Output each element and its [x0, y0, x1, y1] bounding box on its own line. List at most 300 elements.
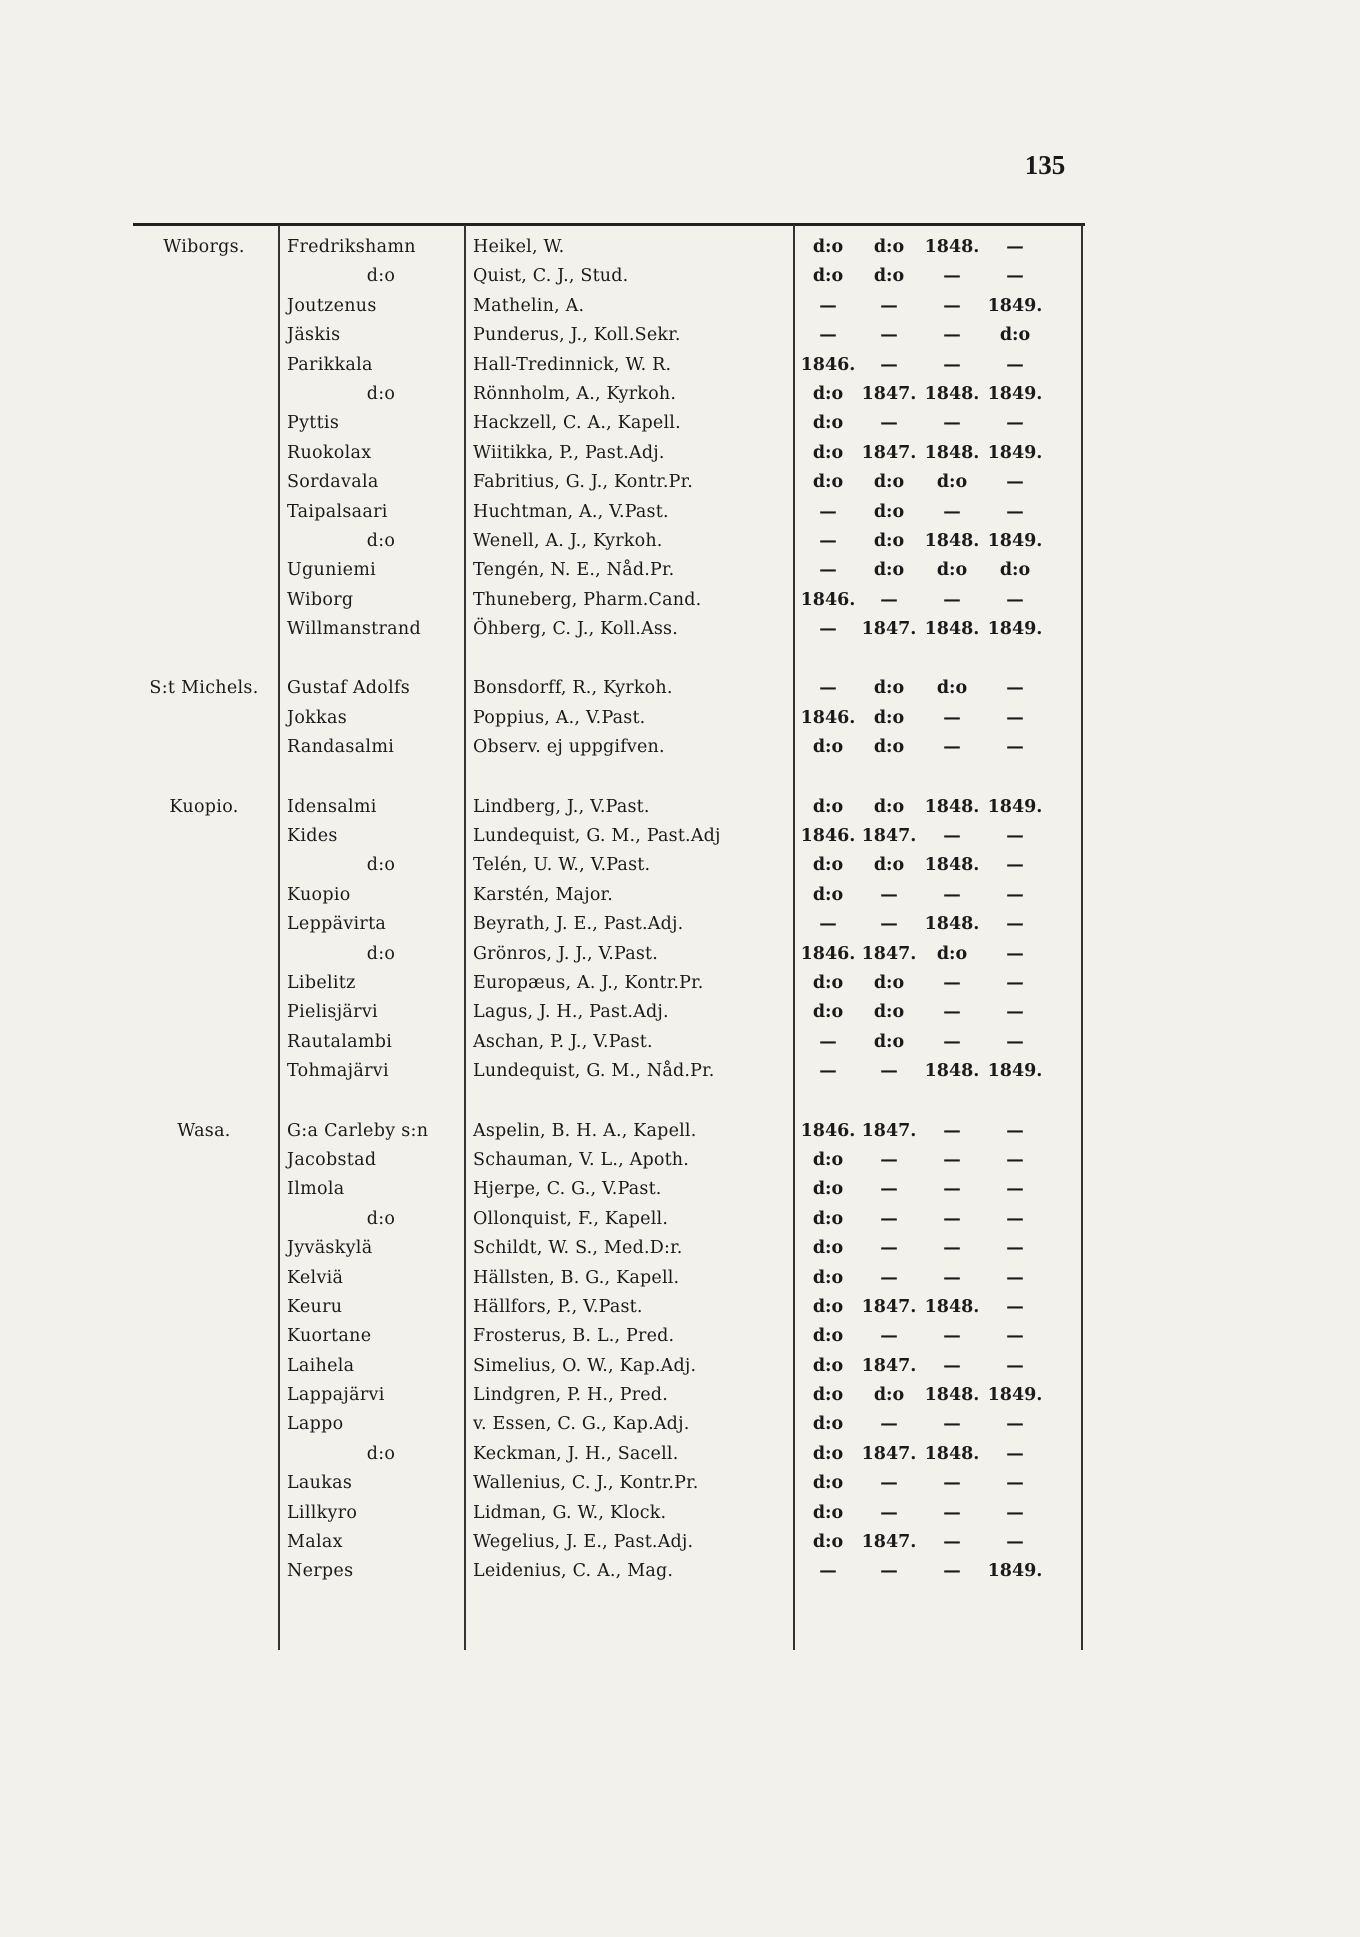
year-1847-cell: 1847. [861, 1532, 917, 1553]
year-1847-cell: d:o [873, 1031, 905, 1052]
region-group [133, 674, 1085, 762]
year-1849-cell: — [1006, 1031, 1024, 1052]
year-1849-cell: — [1006, 1296, 1024, 1317]
year-1849-cell: — [1006, 1355, 1024, 1376]
parish-cell: Keuru [287, 1296, 343, 1317]
parish-cell: Pyttis [287, 413, 340, 434]
observer-cell: Aspelin, B. H. A., Kapell. [473, 1120, 697, 1141]
year-1847-cell: d:o [873, 796, 905, 817]
year-1849-cell: 1849. [987, 1561, 1043, 1582]
year-1847-cell: — [880, 884, 898, 905]
year-1846-cell: d:o [812, 1355, 844, 1376]
year-1846-cell: — [819, 560, 837, 581]
year-1849-cell: — [1006, 1120, 1024, 1141]
table-row [133, 1499, 1085, 1528]
parish-cell: Kelviä [287, 1267, 344, 1288]
year-1846-cell: d:o [812, 413, 844, 434]
table-row [133, 910, 1085, 939]
parish-cell: d:o [366, 1208, 396, 1229]
year-1846-cell: d:o [812, 266, 844, 287]
year-1849-cell: — [1006, 237, 1024, 257]
table-row [133, 1528, 1085, 1557]
table-row [133, 1469, 1085, 1498]
year-1847-cell: d:o [873, 237, 905, 257]
table-row [133, 351, 1085, 380]
parish-cell: Ilmola [287, 1179, 345, 1200]
parish-cell: Willmanstrand [287, 619, 421, 640]
table-row [133, 527, 1085, 556]
year-1848-cell: — [943, 1208, 961, 1229]
year-1846-cell: — [819, 1061, 837, 1082]
year-1846-cell: — [819, 1561, 837, 1582]
observer-cell: Wiitikka, P., Past.Adj. [473, 442, 665, 463]
year-1846-cell: d:o [812, 237, 844, 257]
year-1847-cell: 1847. [861, 619, 917, 640]
table-row [133, 615, 1085, 644]
year-1847-cell: — [880, 295, 898, 316]
table-row [133, 1117, 1085, 1146]
parish-cell: Laihela [287, 1355, 355, 1376]
year-1849-cell: 1849. [987, 619, 1043, 640]
year-1848-cell: 1848. [924, 530, 980, 551]
observer-cell: Punderus, J., Koll.Sekr. [473, 325, 681, 346]
year-1847-cell: — [880, 1326, 898, 1347]
year-1848-cell: — [943, 354, 961, 375]
table-body [133, 233, 1085, 1587]
year-1846-cell: d:o [812, 1002, 844, 1023]
observer-cell: Hjerpe, C. G., V.Past. [473, 1179, 662, 1200]
year-1848-cell: 1848. [924, 796, 980, 817]
year-1849-cell: — [1006, 413, 1024, 434]
year-1847-cell: 1847. [861, 442, 917, 463]
observer-cell: Poppius, A., V.Past. [473, 707, 646, 728]
observer-cell: v. Essen, C. G., Kap.Adj. [473, 1414, 690, 1435]
year-1847-cell: 1847. [861, 1355, 917, 1376]
parish-cell: Lappajärvi [287, 1385, 385, 1406]
table-row [133, 409, 1085, 438]
year-1846-cell: d:o [812, 884, 844, 905]
observer-cell: Lindgren, P. H., Pred. [473, 1385, 668, 1406]
year-1848-cell: d:o [936, 943, 968, 964]
year-1846-cell: d:o [812, 796, 844, 817]
year-1846-cell: d:o [812, 1443, 844, 1464]
table-row [133, 439, 1085, 468]
year-1848-cell: 1848. [924, 1443, 980, 1464]
parish-cell: Uguniemi [287, 560, 377, 581]
table-row [133, 1264, 1085, 1293]
observer-cell: Rönnholm, A., Kyrkoh. [473, 383, 677, 404]
table-row [133, 292, 1085, 321]
table-row [133, 969, 1085, 998]
year-1847-cell: — [880, 1267, 898, 1288]
year-1848-cell: — [943, 972, 961, 993]
observer-cell: Lundequist, G. M., Nåd.Pr. [473, 1061, 715, 1082]
year-1846-cell: d:o [812, 1532, 844, 1553]
region-label: Wiborgs. [163, 237, 245, 257]
table-top-rule [133, 223, 1085, 226]
parish-cell: Jyväskylä [287, 1238, 373, 1259]
year-1848-cell: 1848. [924, 237, 980, 257]
parish-cell: Kuopio [287, 884, 351, 905]
year-1847-cell: d:o [873, 972, 905, 993]
parish-cell: d:o [366, 266, 396, 287]
year-1846-cell: — [819, 325, 837, 346]
year-1848-cell: 1848. [924, 1385, 980, 1406]
year-1846-cell: — [819, 914, 837, 935]
table-row [133, 940, 1085, 969]
year-1846-cell: — [819, 619, 837, 640]
table-row [133, 1175, 1085, 1204]
observer-cell: Europæus, A. J., Kontr.Pr. [473, 972, 704, 993]
observer-cell: Lundequist, G. M., Past.Adj [473, 826, 721, 847]
year-1848-cell: d:o [936, 560, 968, 581]
year-1849-cell: 1849. [987, 383, 1043, 404]
observer-cell: Schauman, V. L., Apoth. [473, 1149, 690, 1170]
observer-cell: Fabritius, G. J., Kontr.Pr. [473, 472, 694, 493]
year-1847-cell: — [880, 325, 898, 346]
year-1848-cell: — [943, 1149, 961, 1170]
observer-cell: Ollonquist, F., Kapell. [473, 1208, 669, 1229]
observer-cell: Huchtman, A., V.Past. [473, 501, 669, 522]
observer-cell: Hackzell, C. A., Kapell. [473, 413, 681, 434]
year-1847-cell: d:o [873, 530, 905, 551]
year-1848-cell: — [943, 413, 961, 434]
year-1846-cell: 1846. [800, 826, 856, 847]
parish-cell: Kides [287, 826, 338, 847]
year-1849-cell: — [1006, 707, 1024, 728]
year-1849-cell: 1849. [987, 295, 1043, 316]
observer-cell: Leidenius, C. A., Mag. [473, 1561, 674, 1582]
parish-cell: Jokkas [287, 707, 347, 728]
region-group [133, 793, 1085, 1087]
year-1847-cell: d:o [873, 707, 905, 728]
region-group [133, 1117, 1085, 1587]
year-1849-cell: — [1006, 826, 1024, 847]
observer-cell: Bonsdorff, R., Kyrkoh. [473, 678, 673, 699]
year-1846-cell: 1846. [800, 707, 856, 728]
year-1846-cell: d:o [812, 1502, 844, 1523]
year-1849-cell: d:o [999, 325, 1031, 346]
year-1849-cell: — [1006, 855, 1024, 876]
parish-cell: Wiborg [287, 589, 354, 610]
year-1846-cell: 1846. [800, 943, 856, 964]
year-1846-cell: d:o [812, 1208, 844, 1229]
year-1848-cell: — [943, 589, 961, 610]
observer-cell: Wegelius, J. E., Past.Adj. [473, 1532, 694, 1553]
year-1847-cell: — [880, 1179, 898, 1200]
year-1849-cell: — [1006, 1267, 1024, 1288]
year-1847-cell: — [880, 354, 898, 375]
observer-cell: Mathelin, A. [473, 295, 585, 316]
parish-cell: Lillkyro [287, 1502, 358, 1523]
observer-cell: Hällsten, B. G., Kapell. [473, 1267, 680, 1288]
year-1848-cell: — [943, 1355, 961, 1376]
year-1849-cell: — [1006, 943, 1024, 964]
parish-cell: Pielisjärvi [287, 1002, 378, 1023]
observer-cell: Keckman, J. H., Sacell. [473, 1443, 679, 1464]
observer-cell: Telén, U. W., V.Past. [473, 855, 651, 876]
region-label: S:t Michels. [149, 678, 259, 699]
table-row [133, 498, 1085, 527]
observer-cell: Beyrath, J. E., Past.Adj. [473, 914, 684, 935]
parish-cell: Tohmajärvi [287, 1061, 389, 1082]
year-1847-cell: — [880, 1061, 898, 1082]
table-row [133, 1352, 1085, 1381]
parish-cell: Randasalmi [287, 737, 395, 758]
parish-cell: Jacobstad [287, 1149, 377, 1170]
year-1847-cell: — [880, 1149, 898, 1170]
year-1847-cell: d:o [873, 472, 905, 493]
year-1849-cell: — [1006, 678, 1024, 699]
year-1848-cell: — [943, 1414, 961, 1435]
observer-cell: Grönros, J. J., V.Past. [473, 943, 659, 964]
year-1848-cell: — [943, 1238, 961, 1259]
year-1847-cell: — [880, 589, 898, 610]
year-1848-cell: — [943, 1561, 961, 1582]
year-1847-cell: 1847. [861, 943, 917, 964]
year-1849-cell: — [1006, 266, 1024, 287]
table-row [133, 1440, 1085, 1469]
year-1846-cell: 1846. [800, 589, 856, 610]
observer-cell: Quist, C. J., Stud. [473, 266, 629, 287]
region-label: Wasa. [177, 1120, 231, 1141]
table-row [133, 704, 1085, 733]
year-1847-cell: — [880, 1208, 898, 1229]
table-row [133, 1381, 1085, 1410]
year-1849-cell: — [1006, 1473, 1024, 1494]
table-row [133, 793, 1085, 822]
table-row [133, 1234, 1085, 1263]
year-1849-cell: 1849. [987, 1061, 1043, 1082]
year-1846-cell: — [819, 501, 837, 522]
table-row [133, 1146, 1085, 1175]
year-1849-cell: — [1006, 501, 1024, 522]
year-1849-cell: — [1006, 589, 1024, 610]
year-1847-cell: 1847. [861, 383, 917, 404]
year-1846-cell: d:o [812, 1149, 844, 1170]
year-1847-cell: — [880, 1561, 898, 1582]
year-1848-cell: — [943, 1179, 961, 1200]
table-row [133, 1410, 1085, 1439]
year-1849-cell: — [1006, 1532, 1024, 1553]
parish-cell: Ruokolax [287, 442, 372, 463]
year-1846-cell: d:o [812, 1414, 844, 1435]
year-1849-cell: 1849. [987, 530, 1043, 551]
year-1846-cell: d:o [812, 1267, 844, 1288]
table-row [133, 556, 1085, 585]
year-1848-cell: — [943, 1473, 961, 1494]
table-row [133, 733, 1085, 762]
year-1847-cell: d:o [873, 501, 905, 522]
year-1849-cell: — [1006, 737, 1024, 758]
parish-cell: d:o [366, 1443, 396, 1464]
year-1848-cell: — [943, 707, 961, 728]
year-1849-cell: 1849. [987, 442, 1043, 463]
year-1849-cell: — [1006, 1414, 1024, 1435]
year-1846-cell: — [819, 530, 837, 551]
year-1848-cell: — [943, 826, 961, 847]
year-1849-cell: 1849. [987, 1385, 1043, 1406]
region-group [133, 233, 1085, 644]
parish-cell: Joutzenus [287, 295, 377, 316]
year-1849-cell: — [1006, 1443, 1024, 1464]
parish-cell: Laukas [287, 1473, 353, 1494]
year-1847-cell: d:o [873, 560, 905, 581]
year-1849-cell: — [1006, 1502, 1024, 1523]
observer-cell: Karstén, Major. [473, 884, 613, 905]
region-label: Kuopio. [169, 796, 239, 817]
year-1846-cell: — [819, 1031, 837, 1052]
year-1847-cell: — [880, 1238, 898, 1259]
year-1846-cell: — [819, 678, 837, 699]
year-1849-cell: — [1006, 354, 1024, 375]
table-row [133, 998, 1085, 1027]
observer-cell: Thuneberg, Pharm.Cand. [473, 589, 702, 610]
parish-cell: Kuortane [287, 1326, 372, 1347]
year-1849-cell: — [1006, 1149, 1024, 1170]
year-1848-cell: 1848. [924, 619, 980, 640]
year-1846-cell: d:o [812, 1326, 844, 1347]
year-1849-cell: — [1006, 884, 1024, 905]
parish-cell: Gustaf Adolfs [287, 678, 411, 699]
table-row [133, 380, 1085, 409]
parish-cell: Lappo [287, 1414, 344, 1435]
year-1847-cell: 1847. [861, 826, 917, 847]
parish-cell: d:o [366, 383, 396, 404]
table-row [133, 881, 1085, 910]
year-1849-cell: d:o [999, 560, 1031, 581]
parish-cell: Parikkala [287, 354, 373, 375]
year-1847-cell: d:o [873, 266, 905, 287]
year-1848-cell: — [943, 1267, 961, 1288]
parish-cell: Rautalambi [287, 1031, 393, 1052]
year-1847-cell: — [880, 1414, 898, 1435]
table-row [133, 851, 1085, 880]
year-1848-cell: 1848. [924, 1061, 980, 1082]
table-row [133, 321, 1085, 350]
observer-cell: Lidman, G. W., Klock. [473, 1502, 667, 1523]
table-row [133, 674, 1085, 703]
year-1849-cell: — [1006, 1326, 1024, 1347]
table-row [133, 586, 1085, 615]
year-1847-cell: d:o [873, 1385, 905, 1406]
year-1848-cell: — [943, 884, 961, 905]
year-1848-cell: — [943, 266, 961, 287]
parish-cell: Malax [287, 1532, 343, 1553]
parish-cell: Idensalmi [287, 796, 377, 817]
year-1849-cell: 1849. [987, 796, 1043, 817]
year-1848-cell: — [943, 325, 961, 346]
year-1846-cell: 1846. [800, 354, 856, 375]
year-1847-cell: 1847. [861, 1443, 917, 1464]
year-1848-cell: — [943, 1502, 961, 1523]
observer-cell: Observ. ej uppgifven. [473, 737, 665, 758]
observer-cell: Wallenius, C. J., Kontr.Pr. [473, 1473, 699, 1494]
parish-cell: Taipalsaari [287, 501, 388, 522]
parish-cell: d:o [366, 855, 396, 876]
year-1847-cell: — [880, 1502, 898, 1523]
year-1846-cell: — [819, 295, 837, 316]
table-row [133, 1322, 1085, 1351]
year-1848-cell: — [943, 1326, 961, 1347]
year-1848-cell: — [943, 1002, 961, 1023]
parish-cell: d:o [366, 943, 396, 964]
year-1847-cell: d:o [873, 678, 905, 699]
observer-cell: Tengén, N. E., Nåd.Pr. [473, 560, 675, 581]
year-1846-cell: d:o [812, 1473, 844, 1494]
parish-cell: Jäskis [287, 325, 341, 346]
year-1847-cell: 1847. [861, 1296, 917, 1317]
parish-cell: Leppävirta [287, 914, 387, 935]
observer-cell: Lindberg, J., V.Past. [473, 796, 650, 817]
parish-cell: Fredrikshamn [287, 237, 416, 257]
year-1846-cell: d:o [812, 855, 844, 876]
year-1847-cell: — [880, 413, 898, 434]
observer-cell: Hällfors, P., V.Past. [473, 1296, 643, 1317]
observer-cell: Öhberg, C. J., Koll.Ass. [473, 619, 678, 640]
year-1846-cell: d:o [812, 1179, 844, 1200]
table-row [133, 1205, 1085, 1234]
observer-cell: Lagus, J. H., Past.Adj. [473, 1002, 669, 1023]
parish-cell: Sordavala [287, 472, 379, 493]
year-1847-cell: 1847. [861, 1120, 917, 1141]
table-row [133, 233, 1085, 262]
parish-cell: Libelitz [287, 972, 356, 993]
page-number: 135 [1024, 150, 1066, 180]
table-row [133, 1557, 1085, 1586]
year-1849-cell: — [1006, 914, 1024, 935]
year-1848-cell: — [943, 1532, 961, 1553]
year-1848-cell: d:o [936, 678, 968, 699]
year-1849-cell: — [1006, 472, 1024, 493]
year-1848-cell: — [943, 737, 961, 758]
year-1848-cell: — [943, 1031, 961, 1052]
year-1846-cell: d:o [812, 972, 844, 993]
year-1848-cell: 1848. [924, 383, 980, 404]
year-1848-cell: 1848. [924, 442, 980, 463]
observer-cell: Frosterus, B. L., Pred. [473, 1326, 675, 1347]
year-1846-cell: d:o [812, 472, 844, 493]
year-1849-cell: — [1006, 972, 1024, 993]
year-1848-cell: 1848. [924, 855, 980, 876]
year-1849-cell: — [1006, 1208, 1024, 1229]
year-1849-cell: — [1006, 1179, 1024, 1200]
parish-cell: G:a Carleby s:n [287, 1120, 429, 1141]
table-row [133, 1057, 1085, 1086]
year-1847-cell: d:o [873, 855, 905, 876]
year-1847-cell: d:o [873, 737, 905, 758]
year-1847-cell: — [880, 914, 898, 935]
table-row [133, 1293, 1085, 1322]
observer-cell: Aschan, P. J., V.Past. [473, 1031, 653, 1052]
year-1848-cell: 1848. [924, 1296, 980, 1317]
table-row [133, 468, 1085, 497]
year-1848-cell: — [943, 1120, 961, 1141]
parish-cell: Nerpes [287, 1561, 354, 1582]
year-1849-cell: — [1006, 1002, 1024, 1023]
year-1846-cell: d:o [812, 442, 844, 463]
year-1847-cell: d:o [873, 1002, 905, 1023]
observer-cell: Simelius, O. W., Kap.Adj. [473, 1355, 697, 1376]
table-row [133, 1028, 1085, 1057]
table-row [133, 822, 1085, 851]
observer-cell: Wenell, A. J., Kyrkoh. [473, 530, 663, 551]
year-1846-cell: d:o [812, 1385, 844, 1406]
observer-cell: Schildt, W. S., Med.D:r. [473, 1238, 683, 1259]
year-1848-cell: — [943, 295, 961, 316]
year-1848-cell: d:o [936, 472, 968, 493]
year-1849-cell: — [1006, 1238, 1024, 1259]
